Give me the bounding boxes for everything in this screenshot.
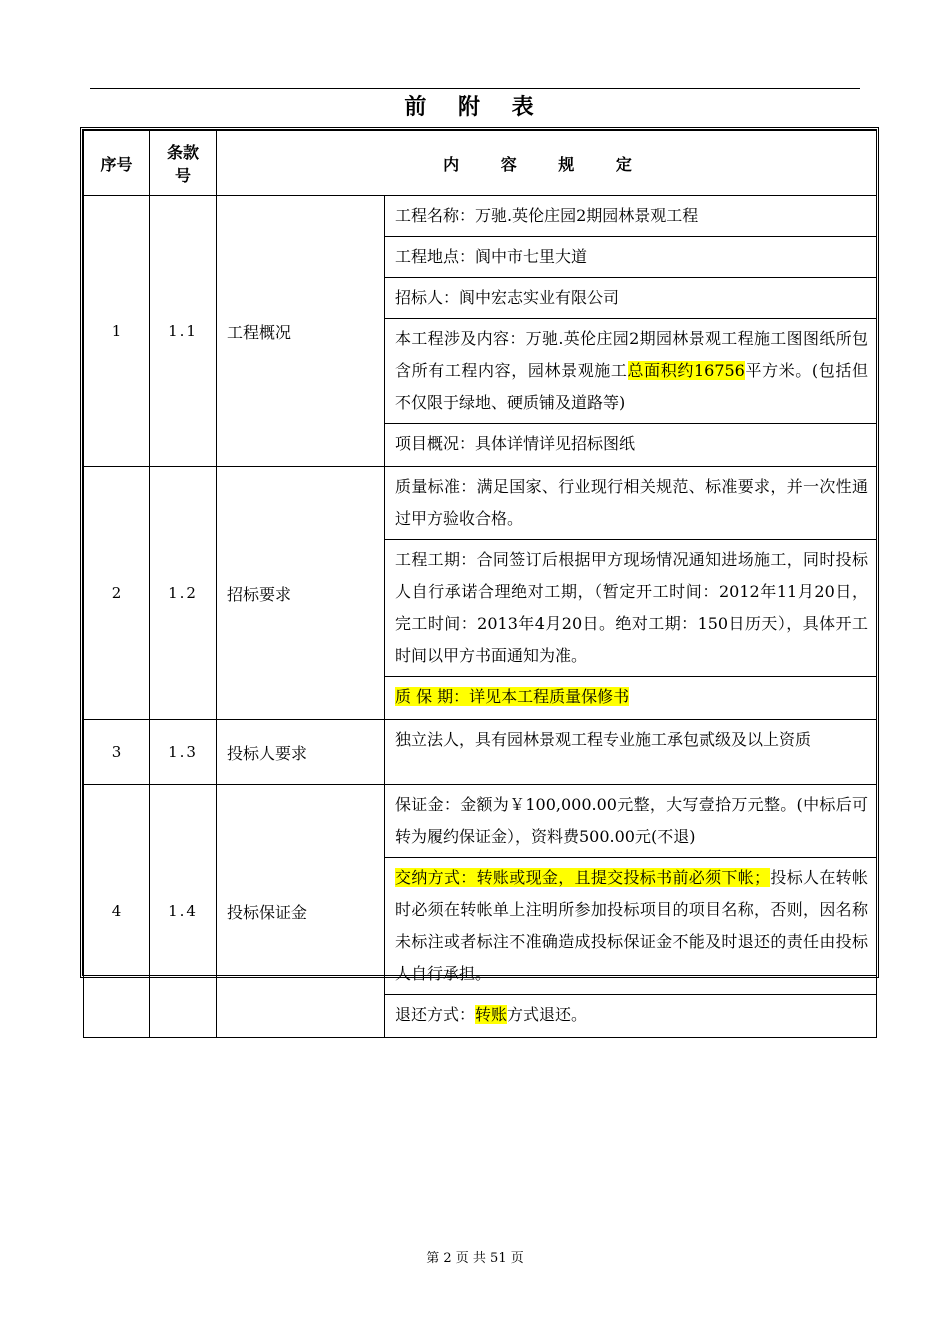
detail-item — [385, 237, 876, 278]
highlighted-text: 总面积约16756 — [627, 361, 745, 380]
row-clause: 1.4 — [150, 785, 217, 1038]
detail-item — [385, 196, 876, 237]
table-row — [84, 785, 877, 1038]
row-seq: 1 — [84, 196, 150, 467]
detail-text: 工程工期：合同签订后根据甲方现场情况通知进场施工，同时投标人自行承诺合理绝对工期，（暂定开工时间：2012年11月20日，完工时间：2013年4月20日。绝对工期：150日历天），具体开工时间以甲方书面通知为准。 — [395, 550, 868, 665]
header-clause-line2: 号 — [174, 166, 191, 185]
detail-text: 投标人在转帐时必须在转帐单上注明所参加投标项目的项目名称，否则，因名称未标注或者标注不准确造成投标保证金不能及时退还的责任由投标人自行承担。 — [395, 868, 868, 983]
header-content: 内 容 规 定 — [217, 131, 877, 196]
page-footer: 第 2 页 共 51 页 — [426, 1251, 524, 1266]
row-clause: 1.2 — [150, 467, 217, 720]
row-seq: 4 — [84, 785, 150, 1038]
appendix-table — [83, 130, 877, 1038]
row-topic: 投标人要求 — [217, 720, 385, 785]
detail-text: 保证金：金额为￥100,000.00元整，大写壹拾万元整。(中标后可转为履约保证金），资料费500.00元(不退) — [395, 795, 868, 846]
appendix-table-frame — [82, 129, 877, 1024]
row-topic: 工程概况 — [217, 196, 385, 467]
detail-text: 工程名称：万驰.英伦庄园2期园林景观工程 — [395, 206, 699, 225]
detail-text: 质量标准：满足国家、行业现行相关规范、标准要求，并一次性通过甲方验收合格。 — [395, 477, 868, 528]
table-row — [84, 720, 877, 785]
table-row — [84, 196, 877, 467]
row-topic: 投标保证金 — [217, 785, 385, 1038]
highlighted-text: 交纳方式：转账或现金，且提交投标书前必须下帐； — [395, 868, 771, 887]
detail-text: 退还方式： — [395, 1005, 476, 1024]
row-detail — [385, 196, 877, 467]
row-detail — [385, 785, 877, 1038]
row-topic: 招标要求 — [217, 467, 385, 720]
table-header-row — [84, 131, 877, 196]
detail-text: 方式退还。 — [507, 1005, 588, 1024]
detail-item — [385, 858, 876, 995]
detail-item — [385, 319, 876, 424]
detail-text: 项目概况：具体详情详见招标图纸 — [395, 434, 636, 453]
table-body — [84, 196, 877, 1038]
highlighted-text: 质 保 期：详见本工程质量保修书 — [395, 687, 630, 706]
document-title: 前 附 表 — [404, 95, 546, 120]
detail-item — [385, 720, 876, 784]
detail-text: 招标人：阆中宏志实业有限公司 — [395, 288, 620, 307]
detail-text: 本工程涉及内容：万驰.英伦庄园2期园林景观工程施工图图纸所包含所有工程内容，园林景观施工 — [395, 329, 868, 380]
highlighted-text: 转账 — [475, 1005, 508, 1024]
detail-item — [385, 424, 876, 466]
header-clause-line1: 条款 — [166, 143, 199, 162]
detail-item — [385, 467, 876, 540]
detail-item — [385, 785, 876, 858]
detail-text: 平方米。(包括但不仅限于绿地、硬质铺及道路等) — [395, 361, 868, 412]
table-row — [84, 467, 877, 720]
detail-item — [385, 540, 876, 677]
header-seq: 序号 — [84, 131, 150, 196]
detail-item — [385, 677, 876, 719]
row-clause: 1.3 — [150, 720, 217, 785]
row-seq: 3 — [84, 720, 150, 785]
row-detail — [385, 720, 877, 785]
detail-item — [385, 995, 876, 1037]
top-rule — [90, 88, 860, 89]
header-clause — [150, 131, 217, 196]
detail-text: 工程地点：阆中市七里大道 — [395, 247, 588, 266]
row-seq: 2 — [84, 467, 150, 720]
row-detail — [385, 467, 877, 720]
detail-text: 独立法人，具有园林景观工程专业施工承包贰级及以上资质 — [395, 730, 812, 749]
row-clause: 1.1 — [150, 196, 217, 467]
detail-item — [385, 278, 876, 319]
